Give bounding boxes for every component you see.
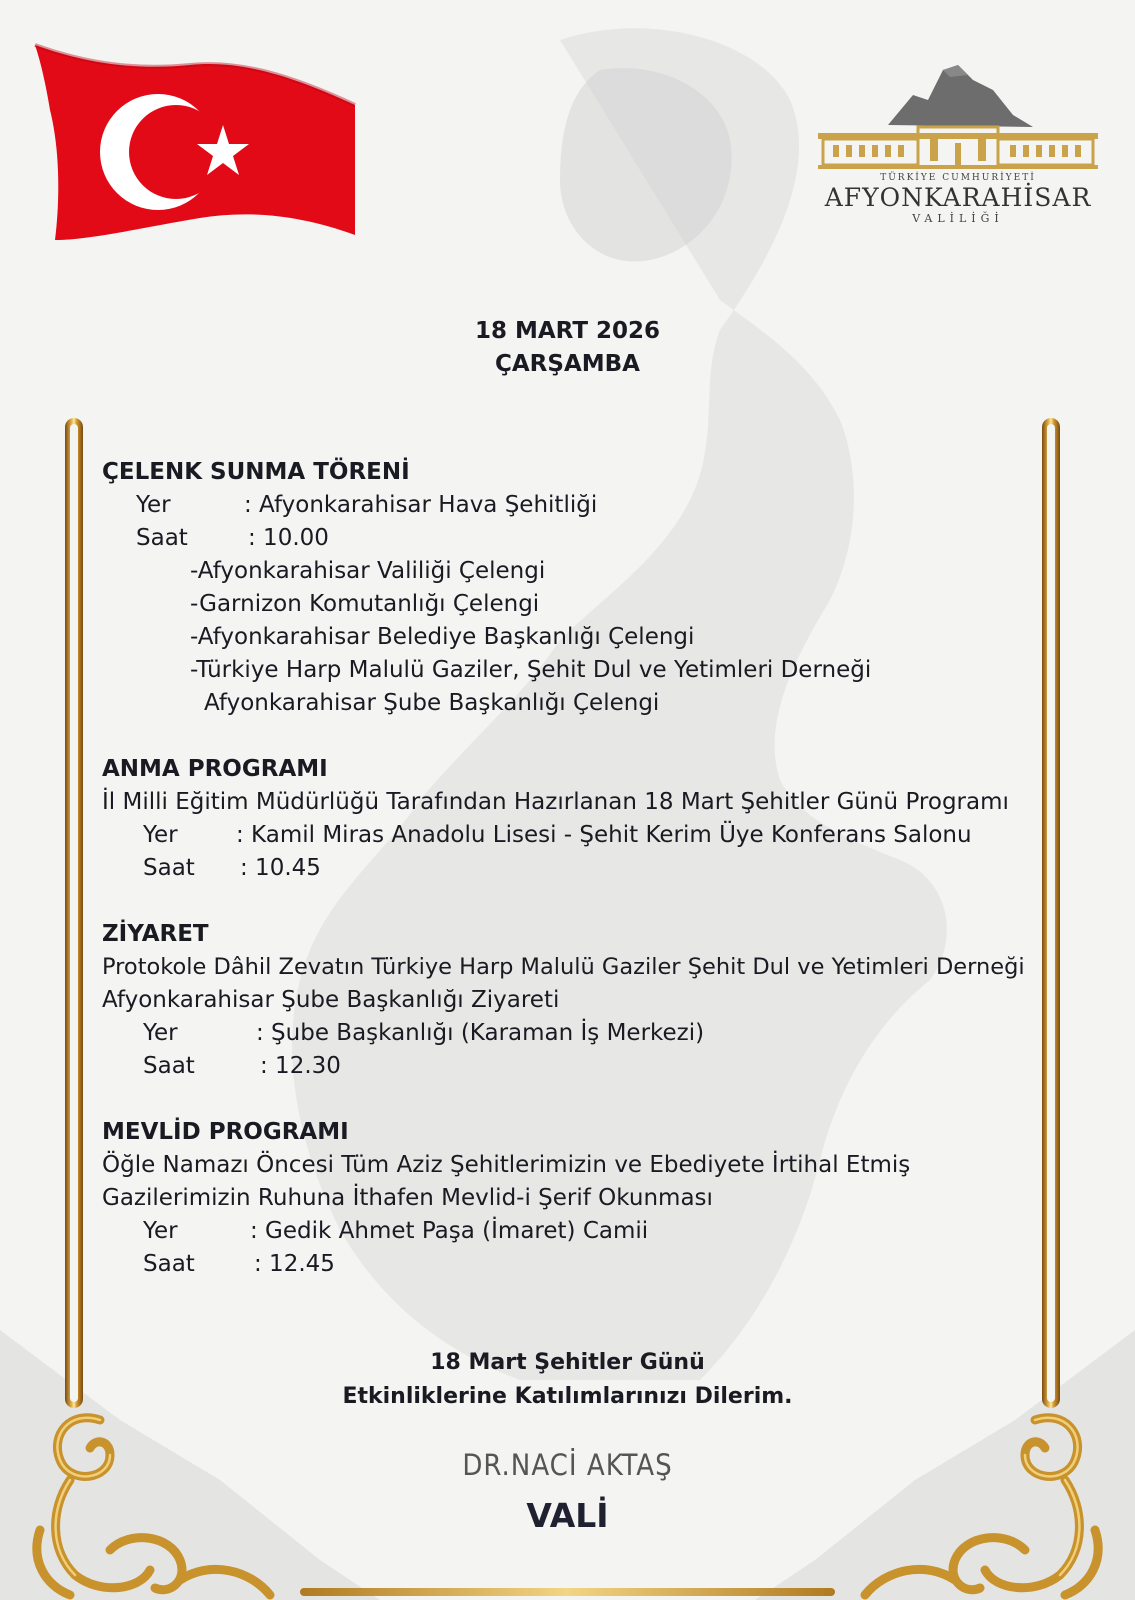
- event-weekday: ÇARŞAMBA: [495, 351, 640, 377]
- ziyaret-yer-label: Yer: [143, 1020, 178, 1046]
- bottom-gold-line: [300, 1588, 835, 1596]
- section-title-anma: ANMA PROGRAMI: [102, 756, 328, 782]
- mevlid-saat-value: : 12.45: [254, 1251, 335, 1277]
- ziyaret-saat-label: Saat: [143, 1053, 195, 1079]
- closing-line2: Etkinliklerine Katılımlarınızı Dilerim.: [342, 1384, 793, 1409]
- governorship-logo: [818, 55, 1098, 235]
- mevlid-description-line1: Öğle Namazı Öncesi Tüm Aziz Şehitlerimizin ve Ebediyete İrtihal Etmiş: [102, 1152, 911, 1178]
- celenk-saat-label: Saat: [136, 525, 188, 551]
- governorship-building-logo-icon: [818, 55, 1098, 173]
- signature-name: DR.NACİ AKTAŞ: [462, 1448, 673, 1482]
- signature-title: VALİ: [526, 1496, 609, 1535]
- anma-yer-value: : Kamil Miras Anadolu Lisesi - Şehit Kerim Üye Konferans Salonu: [236, 822, 972, 848]
- celenk-item: -Türkiye Harp Malulü Gaziler, Şehit Dul ve Yetimleri Derneği: [190, 657, 872, 683]
- celenk-item: -Garnizon Komutanlığı Çelengi: [190, 591, 540, 617]
- left-gold-border: [65, 418, 83, 1408]
- mevlid-description-line2: Gazilerimizin Ruhuna İthafen Mevlid-i Şerif Okunması: [102, 1185, 713, 1211]
- celenk-item: -Afyonkarahisar Valiliği Çelengi: [190, 558, 546, 584]
- section-title-ziyaret: ZİYARET: [102, 921, 209, 947]
- closing-line1: 18 Mart Şehitler Günü: [430, 1350, 705, 1375]
- right-gold-border: [1042, 418, 1060, 1408]
- right-gold-ornament-icon: [845, 1410, 1105, 1600]
- event-date: 18 MART 2026: [474, 318, 661, 344]
- logo-top-text: TÜRKİYE CUMHURİYETİ: [880, 173, 1036, 183]
- ziyaret-description-line1: Protokole Dâhil Zevatın Türkiye Harp Malulü Gaziler Şehit Dul ve Yetimleri Derneği: [102, 954, 1025, 980]
- anma-description: İl Milli Eğitim Müdürlüğü Tarafından Hazırlanan 18 Mart Şehitler Günü Programı: [102, 789, 1009, 815]
- ziyaret-description-line2: Afyonkarahisar Şube Başkanlığı Ziyareti: [102, 987, 560, 1013]
- ziyaret-yer-value: : Şube Başkanlığı (Karaman İş Merkezi): [256, 1020, 705, 1046]
- left-gold-ornament-icon: [30, 1410, 290, 1600]
- celenk-item: -Afyonkarahisar Belediye Başkanlığı Çelengi: [190, 624, 695, 650]
- ziyaret-saat-value: : 12.30: [260, 1053, 341, 1079]
- section-title-celenk: ÇELENK SUNMA TÖRENİ: [102, 459, 410, 485]
- anma-yer-label: Yer: [143, 822, 178, 848]
- anma-saat-label: Saat: [143, 855, 195, 881]
- logo-bottom-text: VALİLİĞİ: [912, 212, 1004, 225]
- celenk-yer-value: : Afyonkarahisar Hava Şehitliği: [244, 492, 598, 518]
- anma-saat-value: : 10.45: [240, 855, 321, 881]
- celenk-saat-value: : 10.00: [248, 525, 329, 551]
- turkish-flag-icon: [30, 40, 360, 240]
- mevlid-saat-label: Saat: [143, 1251, 195, 1277]
- mevlid-yer-label: Yer: [143, 1218, 178, 1244]
- celenk-yer-label: Yer: [136, 492, 171, 518]
- section-title-mevlid: MEVLİD PROGRAMI: [102, 1119, 349, 1145]
- logo-main-text: AFYONKARAHİSAR: [824, 183, 1092, 212]
- mevlid-yer-value: : Gedik Ahmet Paşa (İmaret) Camii: [250, 1218, 649, 1244]
- celenk-item: Afyonkarahisar Şube Başkanlığı Çelengi: [204, 690, 660, 716]
